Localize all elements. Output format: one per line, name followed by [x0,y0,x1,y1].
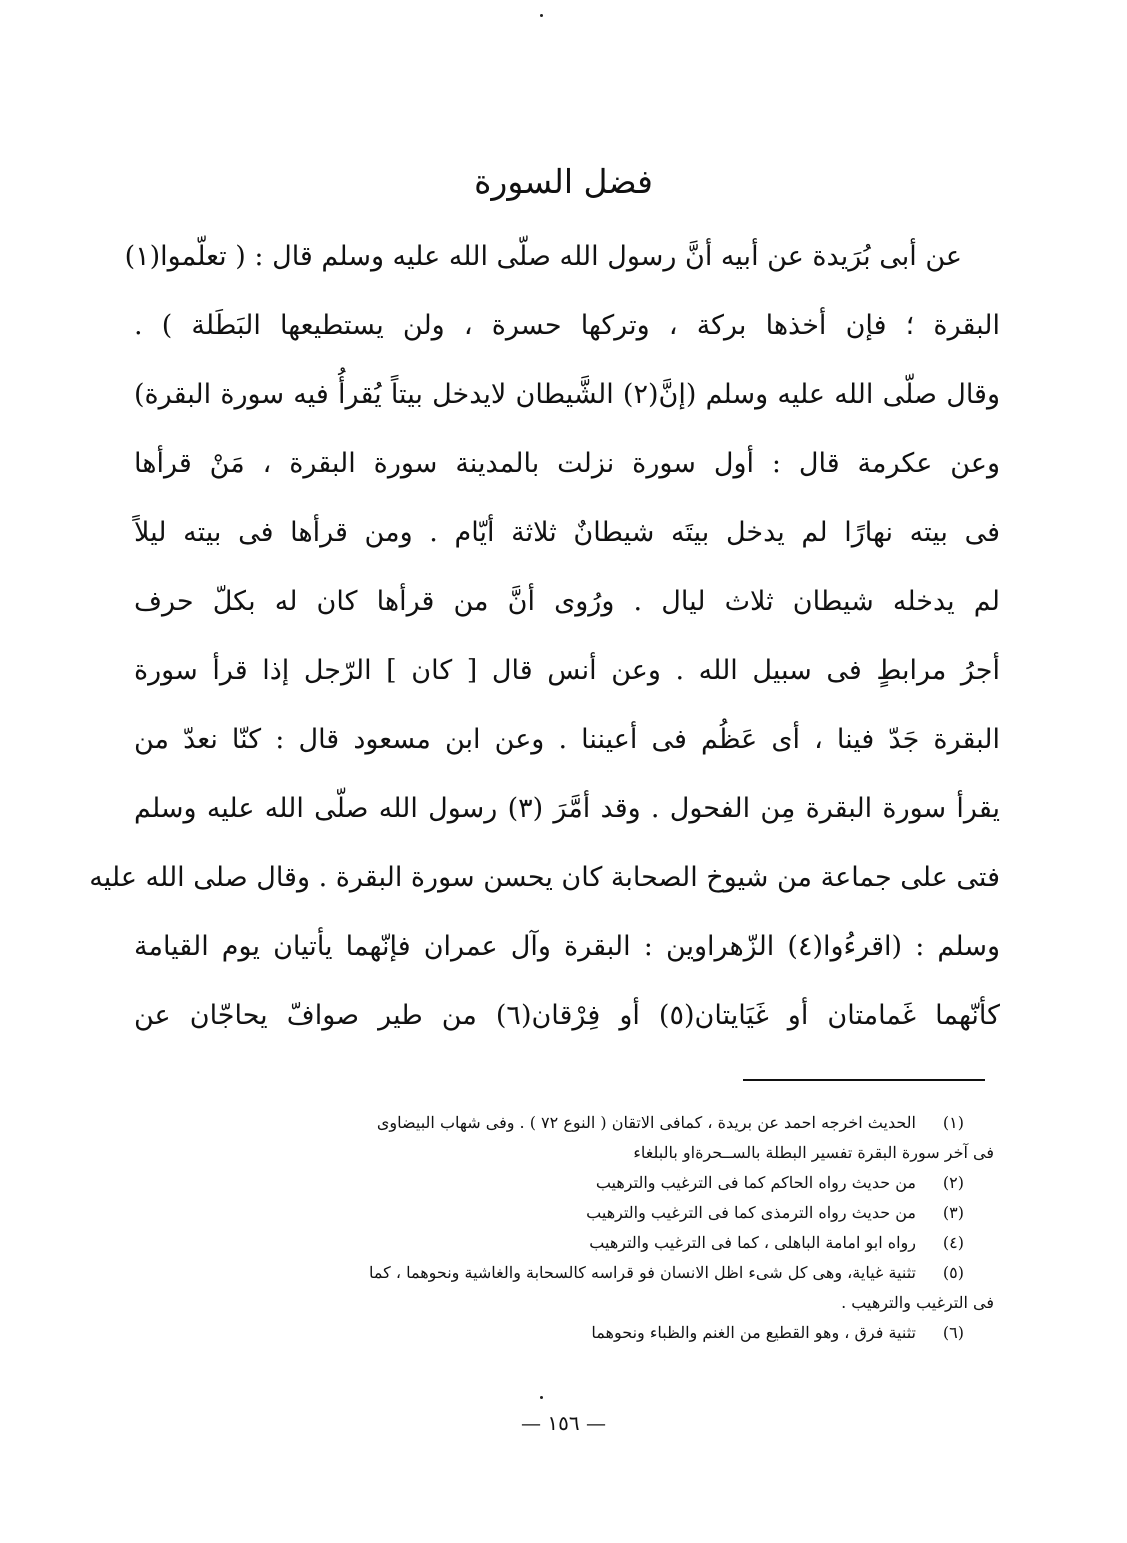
text-line: فتى على جماعة من شيوخ الصحابة كان يحسن سورة البقرة . وقال صلى الله عليه [89,862,1000,893]
section-title: فضل السورة [474,162,653,201]
footnote-4 [134,1228,994,1258]
text-line: وسلم : (اقرءُوا(٤) الزّهراوين : البقرة وآل عمران فإنّهما يأتيان يوم القيامة [134,931,1000,962]
footnote-5 [134,1258,994,1288]
footnote-6 [134,1318,994,1348]
text-line: البقرة ؛ فإن أخذها بركة ، وتركها حسرة ، ولن يستطيعها البَطَلة ) . [134,310,1000,341]
footnote-1 [134,1108,994,1138]
footnote-1-continued: فى آخر سورة البقرة تفسير البطلة بالســحرةاو بالبلغاء [633,1143,994,1162]
text-line: البقرة جَدّ فينا ، أى عَظُم فى أعيننا . وعن ابن مسعود قال : كنّا نعدّ من [134,724,1000,755]
footnote-2 [134,1168,994,1198]
footnote-number: (٤) [942,1233,964,1252]
footnote-text: رواه ابو امامة الباهلى ، كما فى الترغيب والترهيب [589,1233,916,1252]
footnote-number: (٥) [942,1263,964,1282]
footnote-number: (١) [942,1113,964,1132]
text-line: وعن عكرمة قال : أول سورة نزلت بالمدينة سورة البقرة ، مَنْ قرأها [134,448,1000,479]
speck [540,14,543,17]
footnotes [134,1108,994,1348]
page-number: — ١٥٦ — [521,1411,606,1435]
text-line: يقرأ سورة البقرة مِن الفحول . وقد أمَّرَ (٣) رسول الله صلّى الله عليه وسلم [134,793,1000,824]
main-text [89,222,1000,1050]
text-line: فى بيته نهارًا لم يدخل بيتَه شيطانٌ ثلاثة أيّام . ومن قرأها فى بيته ليلاً [134,517,1000,548]
footnote-text: الحديث اخرجه احمد عن بريدة ، كمافى الاتقان ( النوع ٧٢ ) . وفى شهاب البيضاوى [376,1113,916,1132]
footnote-text: من حديث رواه الترمذى كما فى الترغيب والترهيب [586,1203,916,1222]
speck [540,1396,543,1399]
footnote-5-continued: فى الترغيب والترهيب . [841,1293,994,1312]
footnote-number: (٣) [942,1203,964,1222]
footnote-text: تثنية غياية، وهى كل شىء اظل الانسان فو قراسه كالسحابة والغاشية ونحوهما ، كما [368,1263,916,1282]
footnote-text: تثنية فرق ، وهو القطيع من الغنم والظباء ونحوهما [591,1323,916,1342]
footnote-number: (٦) [942,1323,964,1342]
footnote-3 [134,1198,994,1228]
footnote-text: من حديث رواه الحاكم كما فى الترغيب والترهيب [595,1173,916,1192]
text-line: وقال صلّى الله عليه وسلم (إنَّ(٢) الشَّيطان لايدخل بيتاً يُقرأُ فيه سورة البقرة) [134,379,1000,410]
text-line: أجرُ مرابطٍ فى سبيل الله . وعن أنس قال [ كان ] الرّجل إذا قرأ سورة [134,655,1000,686]
footnote-divider [743,1079,985,1081]
text-line: كأنّهما غَمامتان أو غَيَايتان(٥) أو فِرْقان(٦) من طير صوافّ يحاجّان عن [134,1000,1000,1031]
footnote-number: (٢) [942,1173,964,1192]
text-line: عن أبى بُرَيدة عن أبيه أنَّ رسول الله صلّى الله عليه وسلم قال : ( تعلّموا(١) [124,241,962,272]
text-line: لم يدخله شيطان ثلاث ليال . ورُوى أنَّ من قرأها كان له بكلّ حرف [134,586,1000,617]
